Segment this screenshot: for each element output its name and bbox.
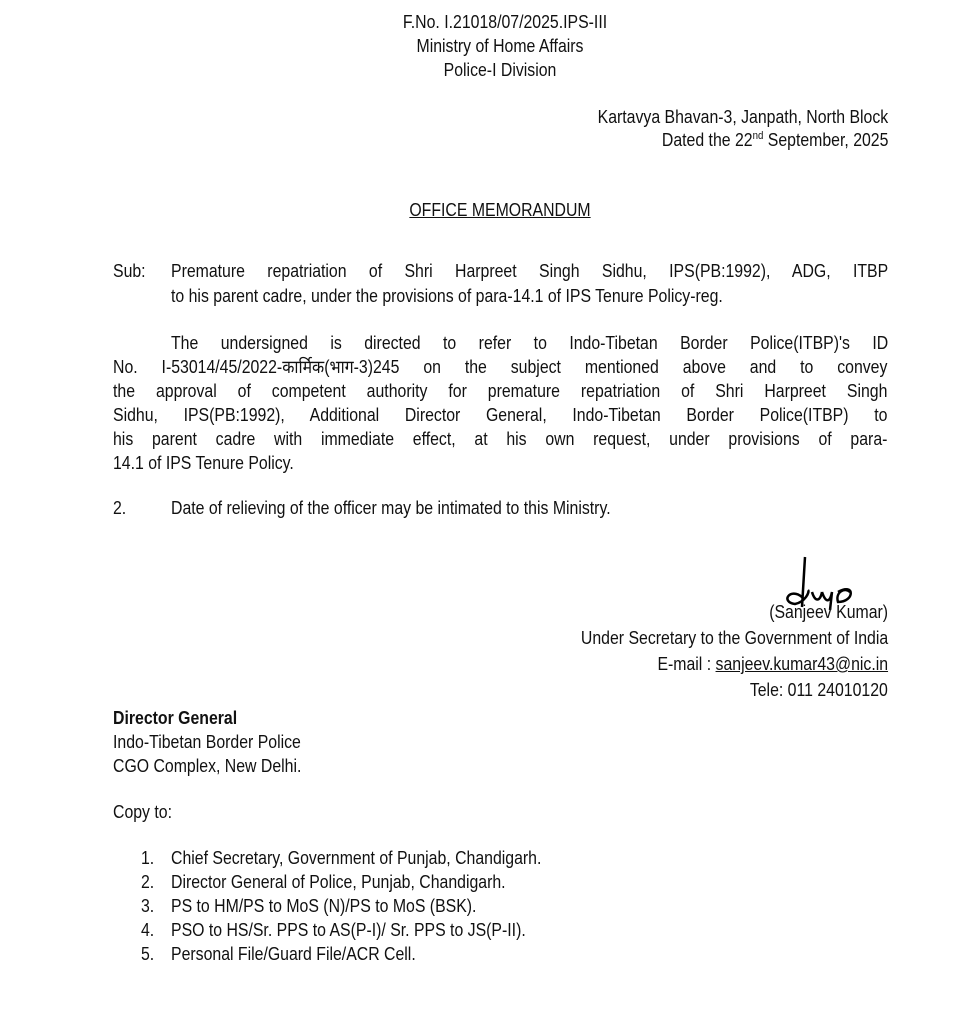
copy-item: Director General of Police, Punjab, Chandigarh. [171,872,506,892]
copy-item-number: 1. [141,848,155,868]
subject-label: Sub: [113,261,146,281]
copy-item: Chief Secretary, Government of Punjab, Chandigarh. [171,848,542,868]
subject-line-2: to his parent cadre, under the provisions of para-14.1 of IPS Tenure Policy-reg. [171,286,723,306]
signatory-name: (Sanjeev Kumar) [769,602,888,622]
addressee-title: Director General [113,708,238,728]
paragraph-1-line: No. I-53014/45/2022-कार्मिक(भाग-3)245 on the subject mentioned above and to convey [113,357,888,377]
paragraph-2-text: Date of relieving of the officer may be intimated to this Ministry. [171,498,611,518]
paragraph-1-line: The undersigned is directed to refer to Indo-Tibetan Border Police(ITBP)'s ID [171,333,889,353]
copy-item: PSO to HS/Sr. PPS to AS(P-I)/ Sr. PPS to JS(P-II). [171,920,526,940]
copy-item-number: 2. [141,872,155,892]
ministry-name: Ministry of Home Affairs [416,36,584,56]
paragraph-1-line: 14.1 of IPS Tenure Policy. [113,453,294,473]
signatory-phone: Tele: 011 24010120 [750,680,888,700]
copy-item-number: 3. [141,896,155,916]
addressee-org: Indo-Tibetan Border Police [113,732,301,752]
addressee-address: CGO Complex, New Delhi. [113,756,302,776]
office-address: Kartavya Bhavan-3, Janpath, North Block [597,107,888,127]
paragraph-1-line: his parent cadre with immediate effect, at his own request, under provisions of para- [113,429,888,449]
signatory-designation: Under Secretary to the Government of India [580,628,888,648]
memo-date: Dated the 22nd September, 2025 [661,130,888,150]
copy-item: Personal File/Guard File/ACR Cell. [171,944,416,964]
paragraph-2-number: 2. [113,498,127,518]
signatory-email: E-mail : sanjeev.kumar43@nic.in [657,654,888,674]
copy-item-number: 4. [141,920,155,940]
file-number: F.No. I.21018/07/2025.IPS-III [402,12,608,32]
paragraph-1-line: the approval of competent authority for premature repatriation of Shri Harpreet Singh [113,381,888,401]
paragraph-1-line: Sidhu, IPS(PB:1992), Additional Director General, Indo-Tibetan Border Police(ITBP) to [113,405,888,425]
email-link[interactable]: sanjeev.kumar43@nic.in [715,654,888,674]
copy-to-label: Copy to: [113,802,173,822]
copy-item: PS to HM/PS to MoS (N)/PS to MoS (BSK). [171,896,477,916]
copy-item-number: 5. [141,944,155,964]
document-title: OFFICE MEMORANDUM [409,200,591,220]
subject-line-1: Premature repatriation of Shri Harpreet Singh Sidhu, IPS(PB:1992), ADG, ITBP [171,261,889,281]
division-name: Police-I Division [443,60,557,80]
